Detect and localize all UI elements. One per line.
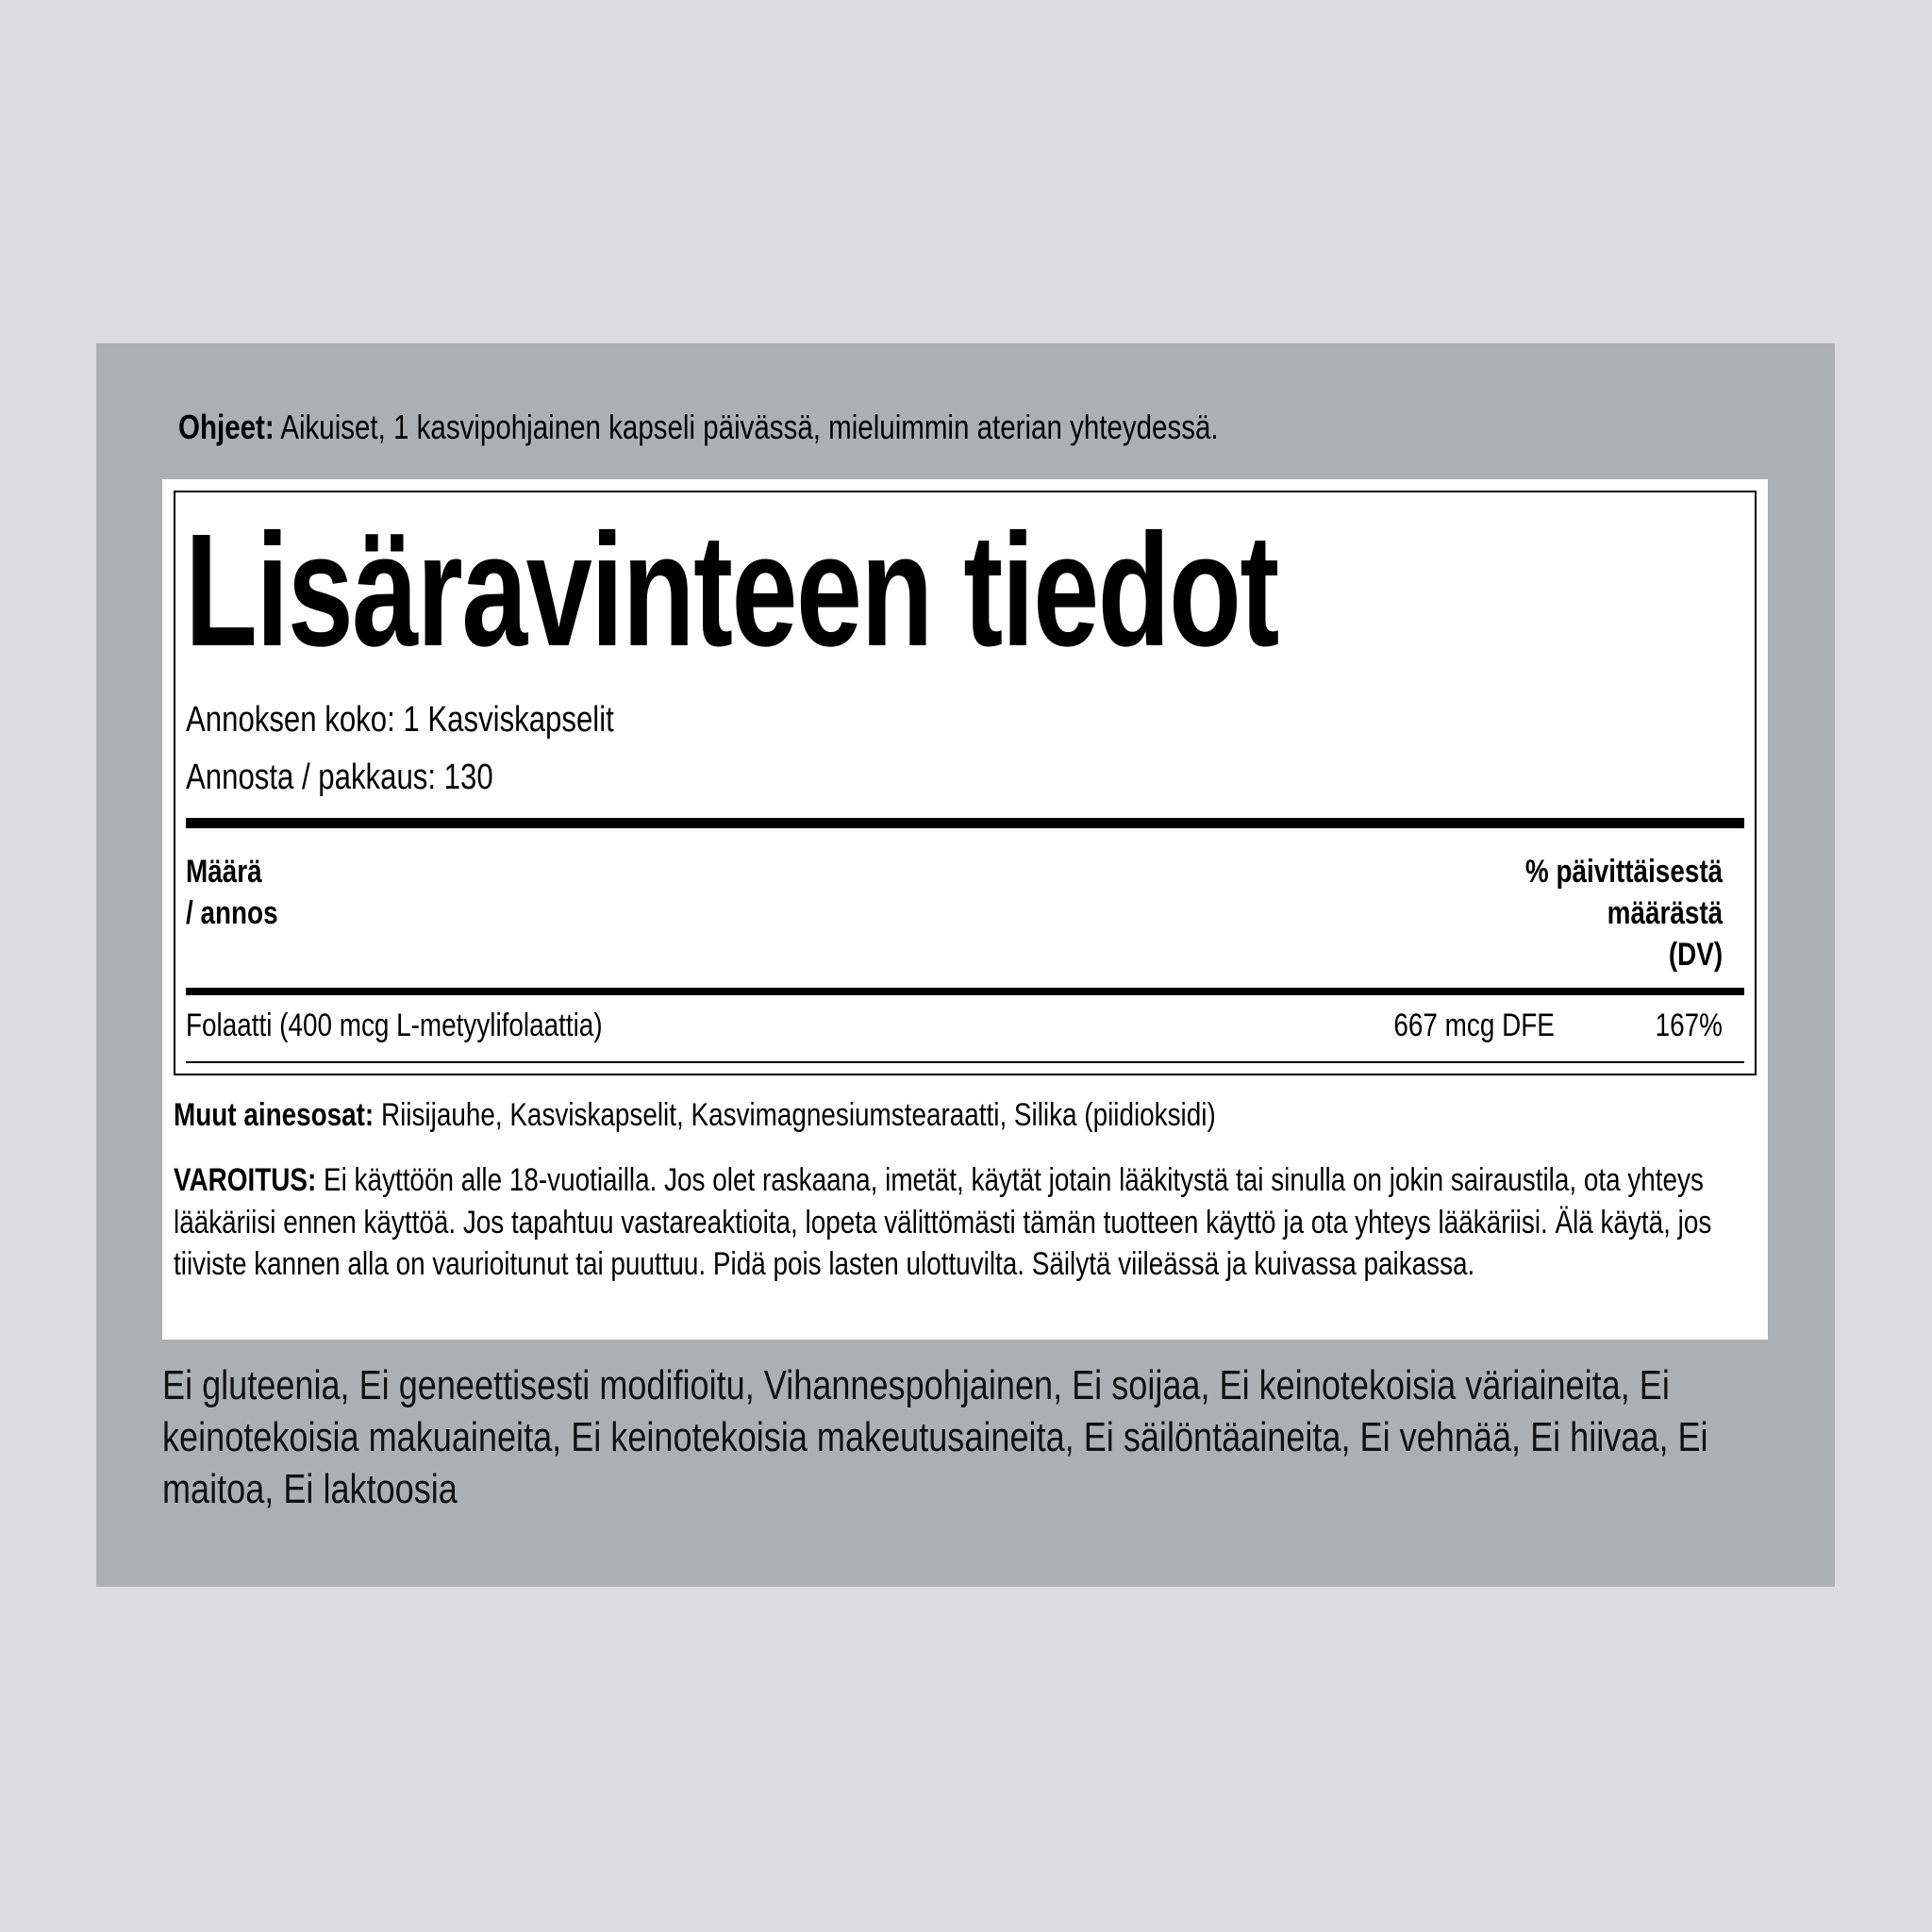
directions-text: Aikuiset, 1 kasvipohjainen kapseli päivässä, mieluimmin aterian yhteydessä. (274, 408, 1219, 446)
servings-per-container: Annosta / pakkaus: 130 (186, 758, 493, 797)
amount-header (186, 851, 278, 934)
nutrient-amount: 667 mcg DFE (1393, 1008, 1555, 1043)
other-ingredients-text: Riisijauhe, Kasviskapselit, Kasvimagnesiumstearaatti, Silika (piidioksidi) (374, 1097, 1216, 1133)
directions-label: Ohjeet: (178, 408, 275, 446)
other-ingredients (174, 1097, 1216, 1134)
nutrient-dv: 167% (1655, 1008, 1723, 1043)
amount-header-line1: Määrä (186, 854, 262, 890)
directions (178, 408, 1219, 447)
amount-header-line2: / annos (186, 895, 278, 931)
other-ingredients-label: Muut ainesosat: (174, 1097, 375, 1133)
warning-label: VAROITUS: (174, 1162, 317, 1198)
dv-header-line2: määrästä (1607, 895, 1723, 931)
thin-rule (186, 1061, 1744, 1063)
warning (174, 1159, 1752, 1286)
medium-rule (186, 988, 1744, 995)
warning-text: Ei käyttöön alle 18-vuotiailla. Jos olet raskaana, imetät, käytät jotain lääkitystä tai sinulla on jokin sairaustila, ota yhteys lääkäriisi ennen käyttöä. Jos tapahtuu vastareaktioita, lopeta välittömästi tämän tuotteen käyttö ja ota yhteys lääkäriisi. Älä käytä, jos tiiviste kannen alla on vaurioitunut tai puuttuu. Pidä pois lasten ulottuvilta. Säilytä viileässä ja kuivassa paikassa. (174, 1162, 1712, 1282)
dv-header-line3: (DV) (1668, 937, 1723, 973)
facts-title: Lisäravinteen tiedot (185, 501, 1278, 680)
dv-header (1525, 851, 1723, 975)
serving-size: Annoksen koko: 1 Kasviskapselit (186, 700, 614, 740)
product-claims: Ei gluteenia, Ei geneettisesti modifioitu, Vihannespohjainen, Ei soijaa, Ei keinotekoisia väriaineita, Ei keinotekoisia makuaineita, Ei keinotekoisia makeutusaineita, Ei säilöntäaineita, Ei vehnää, Ei hiivaa, Ei maitoa, Ei laktoosia (162, 1362, 1708, 1512)
nutrient-name: Folaatti (400 mcg L-metyylifolaattia) (186, 1008, 603, 1043)
dv-header-line1: % päivittäisestä (1524, 854, 1723, 890)
thick-rule (186, 818, 1744, 828)
